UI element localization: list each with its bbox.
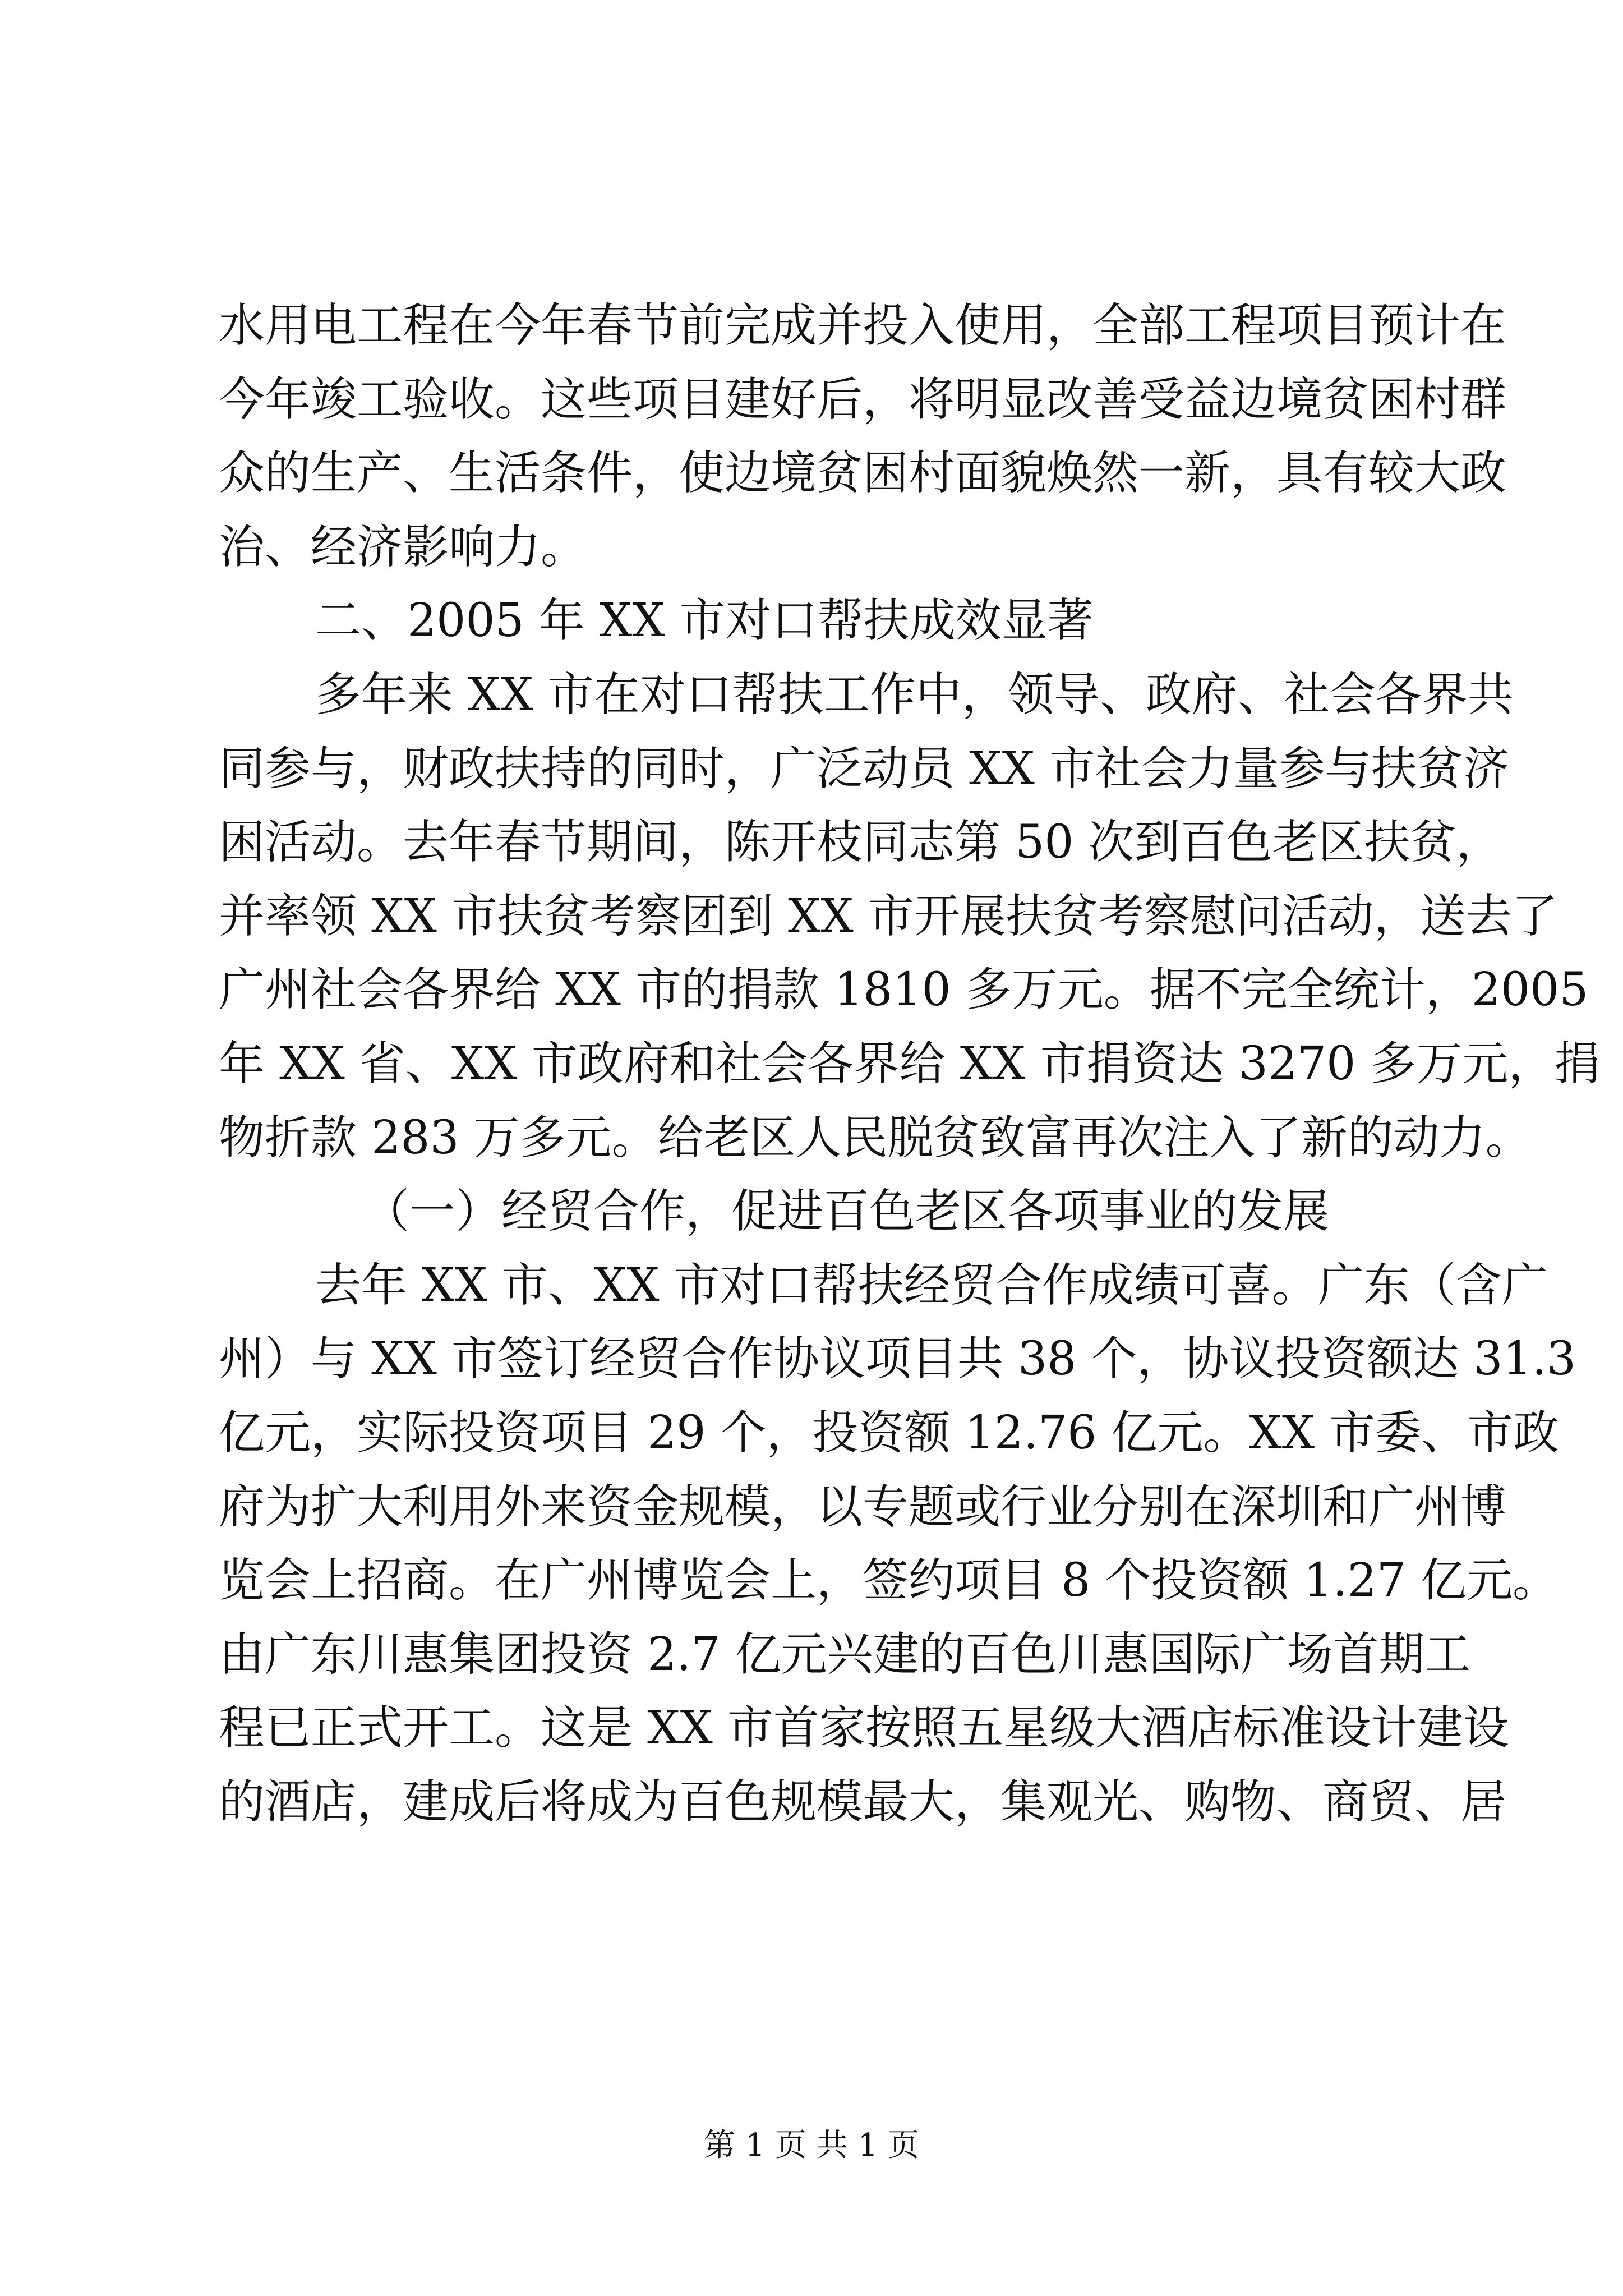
body-text bbox=[219, 289, 1601, 1839]
text-line: 今年竣工验收。这些项目建好后，将明显改善受益边境贫困村群 bbox=[219, 372, 1507, 426]
text-line: 府为扩大利用外来资金规模，以专题或行业分别在深圳和广州博 bbox=[219, 1480, 1507, 1534]
section-heading: 二、2005 年 XX 市对口帮扶成效显著 bbox=[315, 594, 1094, 648]
text-line: 水用电工程在今年春节前完成并投入使用，全部工程项目预计在 bbox=[219, 299, 1507, 352]
text-line: 多年来 XX 市在对口帮扶工作中，领导、政府、社会各界共 bbox=[315, 668, 1514, 721]
text-line: 广州社会各界给 XX 市的捐款 1810 多万元。据不完全统计，2005 bbox=[219, 963, 1589, 1017]
text-line: 由广东川惠集团投资 2.7 亿元兴建的百色川惠国际广场首期工 bbox=[219, 1627, 1471, 1681]
text-line: 州）与 XX 市签订经贸合作协议项目共 38 个，协议投资额达 31.3 bbox=[219, 1332, 1576, 1386]
text-line: 览会上招商。在广州博览会上，签约项目 8 个投资额 1.27 亿元。 bbox=[219, 1554, 1559, 1608]
page-footer: 第 1 页 共 1 页 bbox=[703, 2127, 920, 2164]
text-line: 治、经济影响力。 bbox=[219, 520, 587, 574]
text-line: 去年 XX 市、XX 市对口帮扶经贸合作成绩可喜。广东（含广 bbox=[315, 1258, 1548, 1312]
text-line: 困活动。去年春节期间，陈开枝同志第 50 次到百色老区扶贫， bbox=[219, 816, 1502, 869]
text-line: 程已正式开工。这是 XX 市首家按照五星级大酒店标准设计建设 bbox=[219, 1701, 1509, 1755]
text-line: 同参与，财政扶持的同时，广泛动员 XX 市社会力量参与扶贫济 bbox=[219, 742, 1509, 795]
text-line: 并率领 XX 市扶贫考察团到 XX 市开展扶贫考察慰问活动，送去了 bbox=[219, 889, 1558, 943]
text-line: 年 XX 省、XX 市政府和社会各界给 XX 市捐资达 3270 多万元，捐 bbox=[219, 1037, 1601, 1091]
text-line: 的酒店，建成后将成为百色规模最大，集观光、购物、商贸、居 bbox=[219, 1775, 1507, 1829]
text-line: 众的生产、生活条件，使边境贫困村面貌焕然一新，具有较大政 bbox=[219, 447, 1507, 500]
text-line: 亿元，实际投资项目 29 个，投资额 12.76 亿元。XX 市委、市政 bbox=[219, 1406, 1560, 1460]
subsection-heading: （一）经贸合作，促进百色老区各项事业的发展 bbox=[363, 1185, 1330, 1239]
text-line: 物折款 283 万多元。给老区人民脱贫致富再次注入了新的动力。 bbox=[219, 1111, 1532, 1165]
